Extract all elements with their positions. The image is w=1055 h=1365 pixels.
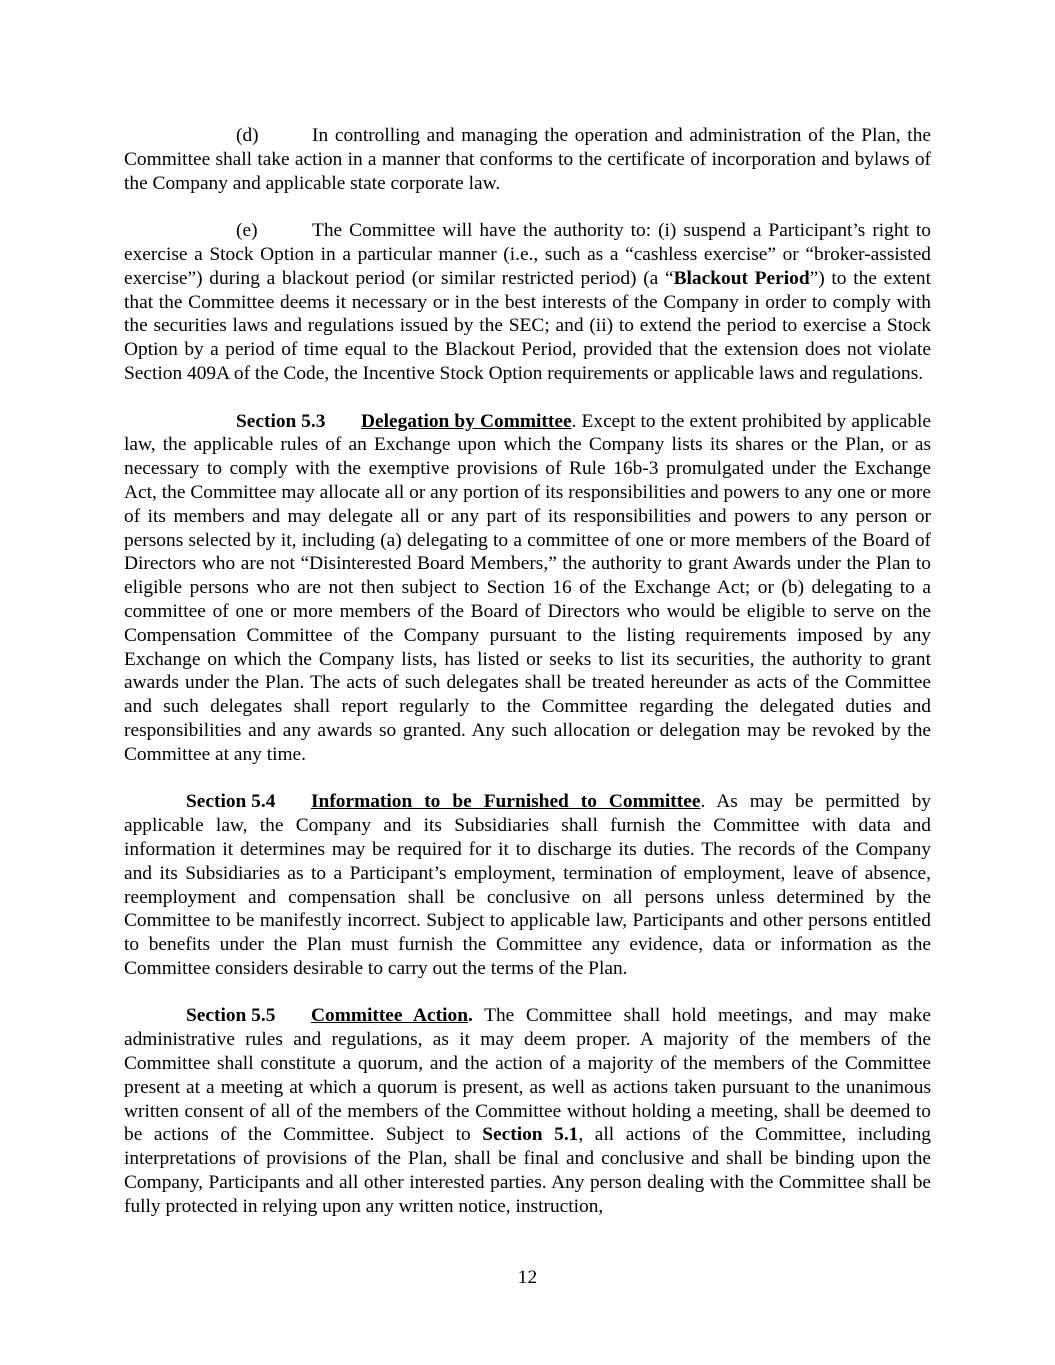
section-5-4 bbox=[124, 790, 931, 980]
paragraph-label: (e) bbox=[236, 220, 258, 242]
document-page bbox=[124, 124, 931, 1242]
paragraph-text: In controlling and managing the operation and administration of the Plan, the Committee shall take action in a manner that conforms to the certificate of incorporation and bylaws of the Company and applicable state corporate law. bbox=[124, 125, 931, 194]
section-5-3 bbox=[124, 410, 931, 767]
defined-term: Blackout Period bbox=[673, 267, 810, 289]
section-title: Committee Action bbox=[311, 1005, 468, 1027]
section-title-punct: . bbox=[468, 1005, 473, 1027]
section-5-5 bbox=[124, 1004, 931, 1218]
section-text: As may be permitted by applicable law, the Company and its Subsidiaries shall furnish the Committee with data and information it determines may be required for it to discharge its duties. The records of the Company and its Subsidiaries as to a Participant’s employment, termination of employment, leave of absence, reemployment and compensation shall be conclusive on all persons unless determined by the Committee to be manifestly incorrect. Subject to applicable law, Participants and other persons entitled to benefits under the Plan must furnish the Committee any evidence, data or information as the Committee considers desirable to carry out the terms of the Plan. bbox=[124, 791, 931, 979]
section-text: , all actions of the Committee, including interpretations of provisions of the Plan, shall be final and conclusive and shall be binding upon the Company, Participants and all other interested parties. Any person dealing with the Committee shall be fully protected in relying upon any written notice, instruction, bbox=[124, 1124, 931, 1217]
page-number: 12 bbox=[517, 1267, 538, 1288]
section-title: Delegation by Committee bbox=[361, 410, 572, 432]
section-number: Section 5.4 bbox=[186, 791, 276, 813]
section-text: The Committee shall hold meetings, and may make administrative rules and regulations, as it may deem proper. A majority of the members of the Committee shall constitute a quorum, and the action of a majority of the members of the Committee present at a meeting at which a quorum is present, as well as actions taken pursuant to the unanimous written consent of all of the members of the Committee without holding a meeting, shall be deemed to be actions of the Committee. Subject to bbox=[124, 1005, 931, 1146]
section-title-punct: . bbox=[571, 410, 577, 432]
paragraph-text: ”) to the extent that the Committee deems it necessary or in the best interests of the Company in order to comply with the securities laws and regulations issued by the SEC; and (ii) to extend the period to exercise a Stock Option by a period of time equal to the Blackout Period, provided that the extension does not violate Section 409A of the Code, the Incentive Stock Option requirements or applicable laws and regulations. bbox=[124, 267, 931, 384]
section-number: Section 5.5 bbox=[186, 1005, 276, 1027]
paragraph-e bbox=[124, 219, 931, 386]
section-title-punct: . bbox=[700, 791, 706, 813]
paragraph-text: The Committee will have the authority to: (i) suspend a Participant’s right to exercise a Stock Option in a particular manner (i.e., such as a “cashless exercise” or “broker-assisted exercise”) during a blackout period (or similar restricted period) (a “ bbox=[124, 220, 931, 289]
section-number: Section 5.3 bbox=[236, 410, 326, 432]
paragraph-label: (d) bbox=[236, 125, 259, 146]
section-title: Information to be Furnished to Committee bbox=[311, 791, 701, 813]
cross-reference: Section 5.1 bbox=[482, 1124, 579, 1146]
section-text: Except to the extent prohibited by applicable law, the applicable rules of an Exchange upon which the Company lists its shares or the Plan, or as necessary to comply with the exemptive provisions of Rule 16b-3 promulgated under the Exchange Act, the Committee may allocate all or any portion of its responsibilities and powers to any one or more of its members and may delegate all or any part of its responsibilities and powers to any person or persons selected by it, including (a) delegating to a committee of one or more members of the Board of Directors who are not “Disinterested Board Members,” the authority to grant Awards under the Plan to eligible persons who are not then subject to Section 16 of the Exchange Act; or (b) delegating to a committee of one or more members of the Board of Directors who would be eligible to serve on the Compensation Committee of the Company pursuant to the listing requirements imposed by any Exchange on which the Company lists, has listed or seeks to list its securities, the authority to grant awards under the Plan. The acts of such delegates shall be treated hereunder as acts of the Committee and such delegates shall report regularly to the Committee regarding the delegated duties and responsibilities and any awards so granted. Any such allocation or delegation may be revoked by the Committee at any time. bbox=[124, 410, 932, 765]
paragraph-d bbox=[124, 124, 931, 195]
